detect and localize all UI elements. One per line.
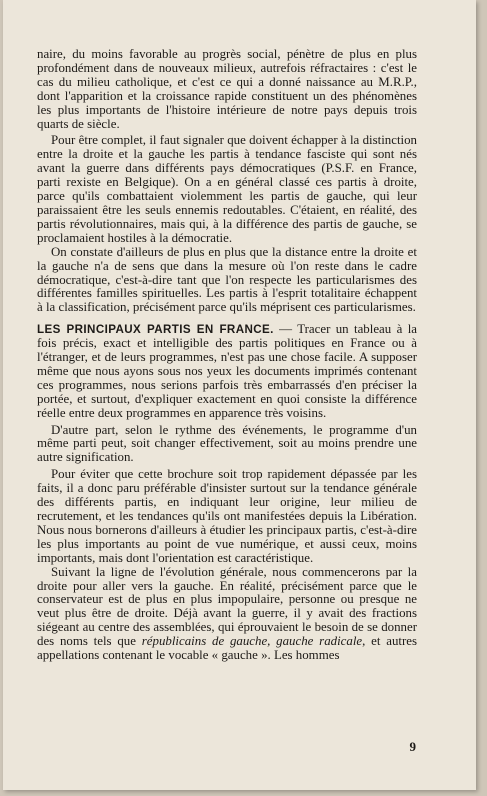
paragraph-brochure-method xyxy=(37,468,417,565)
paragraph-text: Pour être complet, il faut signaler que doivent échapper à la distinction entre la droite et la gauche les partis à tendance fasciste qui sont nés avant la guerre dans différents pays démocratiques (P.S.F. en France, parti rexiste en Belgique). On a en général classé ces partis à droite, parce qu'ils combattaient violemment les partis de gauche, qui leur paraissaient être les seuls ennemis redoutables. C'étaient, en réalité, des partis révolutionnaires, mais qui, à la différence des partis de gauche, se proclamaient hostiles à la démocratie. xyxy=(37,133,417,245)
paragraph-democratic-framework xyxy=(37,246,417,316)
section-heading: LES PRINCIPAUX PARTIS EN FRANCE. xyxy=(37,323,274,337)
body-text xyxy=(37,48,417,663)
paragraph-text: , et autres appellations contenant le vocable « gauche ». Les hommes xyxy=(37,634,418,663)
paragraph-text: — Tracer un tableau à la fois précis, exact et intelligible des partis politiques en France ou à l'étranger, et de leurs programmes, n'est pas une chose facile. A supposer même que nous ayons sous nos yeux les documents imprimés contenant ces programmes, nous serions parfois très embarrassés d'en préciser la portée, et surtout, d'expliquer exactement en quoi consiste la différence réelle entre deux programmes en apparence très voisins. xyxy=(37,322,417,420)
paragraph-text: Suivant la ligne de l'évolution générale, nous commencerons par la droite pour aller vers la gauche. En réalité, précisément parce que le conservateur est de plus en plus impopulaire, personne ou presque ne veut plus être de droite. Déjà avant la guerre, il y avait des fractions siégeant au centre des assemblées, qui éprouvaient le besoin de se donner des noms tels que xyxy=(37,564,417,649)
paragraph-continuation xyxy=(37,48,417,131)
paragraph-text: D'autre part, selon le rythme des événements, le programme d'un même parti peut, soit changer effectivement, soit au moins prendre une autre signification. xyxy=(37,422,417,465)
book-page xyxy=(3,0,476,790)
paragraph-fascist-parties xyxy=(37,134,417,245)
paragraph-program-rhythm xyxy=(37,424,417,466)
paragraph-text: On constate d'ailleurs de plus en plus que la distance entre la droite et la gauche n'a de sens que dans la mesure où l'on reste dans le cadre démocratique, c'est-à-dire tant que l'on respecte les particularismes des différentes familles spirituelles. Les partis à l'esprit totalitaire échappent à la classification, précisément parce qu'ils méprisent ces particularismes. xyxy=(37,244,417,315)
page-number: 9 xyxy=(409,739,416,754)
italic-party-names: républicains de gauche, gauche radicale xyxy=(141,634,363,649)
paragraph-right-to-left xyxy=(37,566,417,663)
paragraph-text: naire, du moins favorable au progrès social, pénètre de plus en plus profondément dans de nouveaux milieux, autrefois réfractaires : c'est le cas du milieu catholique, et c'est ce qui a donné naissance au M.R.P., dont l'apparition et la croissance rapide constituent un des phénomènes les plus importants de l'histoire intérieure de notre pays depuis trois quarts de siècle. xyxy=(37,47,417,131)
paragraph-text: Pour éviter que cette brochure soit trop rapidement dépassée par les faits, il a donc paru préférable d'insister surtout sur la tendance générale des différents partis, en indiquant leur origine, leur milieu de recrutement, et les tendances qu'ils ont manifestées depuis la Libération. Nous nous bornerons d'ailleurs à étudier les principaux partis, c'est-à-dire les plus importants au point de vue numérique, et aussi ceux, moins importants, mais dont l'orientation est caractéristique. xyxy=(37,467,417,565)
paragraph-main-parties xyxy=(37,323,417,420)
